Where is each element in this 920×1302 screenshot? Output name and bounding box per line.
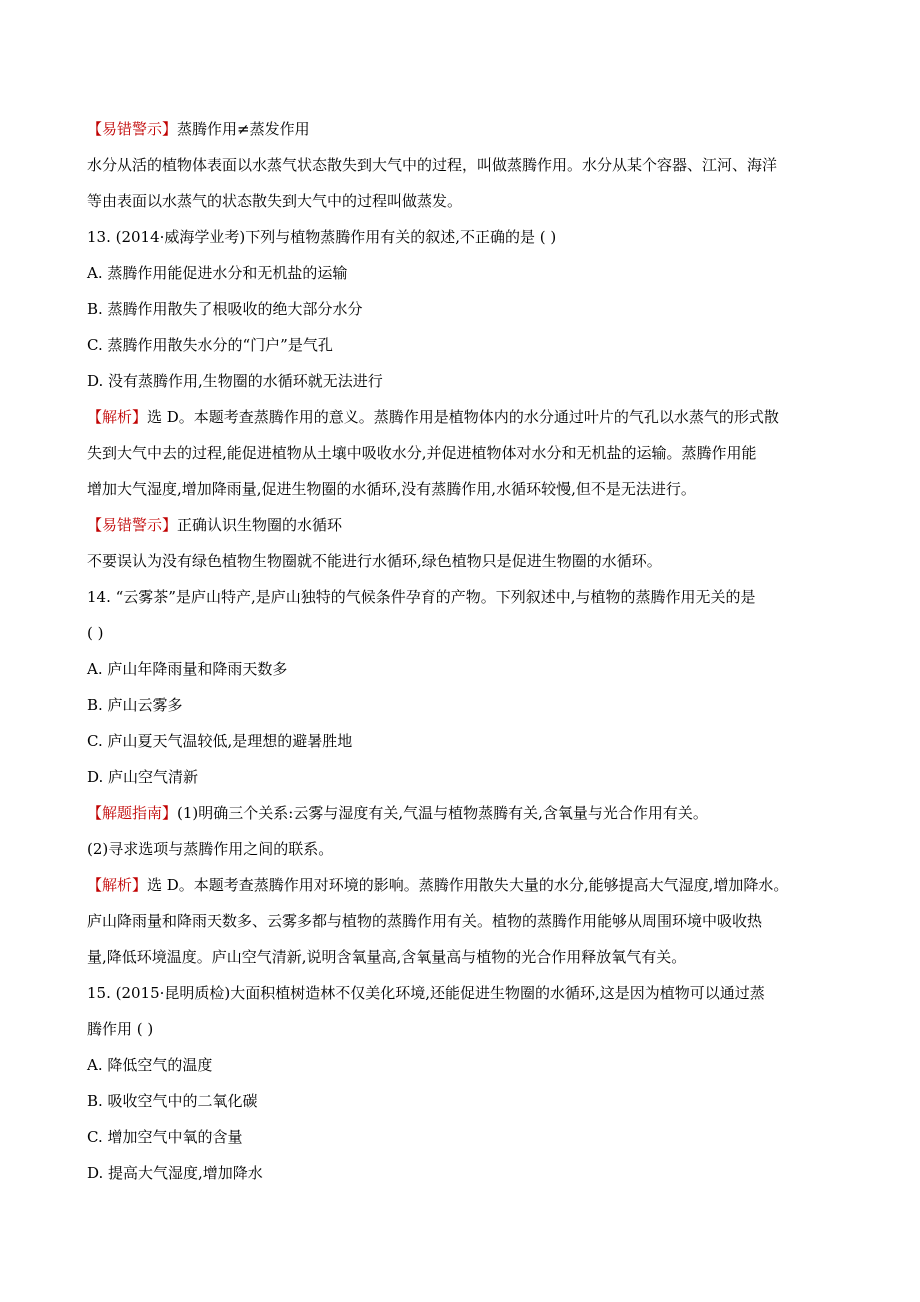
question-14-analysis-line-3: 量,降低环境温度。庐山空气清新,说明含氧量高,含氧量高与植物的光合作用释放氧气有关。 [87,948,687,966]
question-14-option-b: B. 庐山云雾多 [87,696,183,714]
question-14-option-d: D. 庐山空气清新 [87,768,199,786]
question-15-stem-line-1: 15. (2015·昆明质检)大面积植树造林不仅美化环境,还能促进生物圈的水循环,这是因为植物可以通过蒸 [87,984,765,1002]
question-15-stem-line-2: 腾作用 ( ) [87,1020,154,1038]
question-13-stem: 13. (2014·威海学业考)下列与植物蒸腾作用有关的叙述,不正确的是 ( ) [87,228,557,246]
question-13-option-b: B. 蒸腾作用散失了根吸收的绝大部分水分 [87,300,363,318]
warning-2-line-1: 不要误认为没有绿色植物生物圈就不能进行水循环,绿色植物只是促进生物圈的水循环。 [87,552,662,570]
question-14-stem-line-1: 14. “云雾茶”是庐山特产,是庐山独特的气候条件孕育的产物。下列叙述中,与植物的蒸腾作用无关的是 [87,588,756,606]
question-13-analysis-line-2: 失到大气中去的过程,能促进植物从土壤中吸收水分,并促进植物体对水分和无机盐的运输。蒸腾作用能 [87,444,757,462]
question-14-guide-line-1 [87,802,847,824]
warning-title: 蒸腾作用≠蒸发作用 [177,120,310,138]
warning-1-line-2: 等由表面以水蒸气的状态散失到大气中的过程叫做蒸发。 [87,192,463,210]
analysis-text: 选 D。本题考查蒸腾作用的意义。蒸腾作用是植物体内的水分通过叶片的气孔以水蒸气的形式散 [147,408,779,426]
warning-title: 正确认识生物圈的水循环 [177,516,343,534]
question-15-option-c: C. 增加空气中氧的含量 [87,1128,243,1146]
question-14-analysis-line-1 [87,874,847,896]
question-13-option-c: C. 蒸腾作用散失水分的“门户”是气孔 [87,336,333,354]
question-14-option-a: A. 庐山年降雨量和降雨天数多 [87,660,288,678]
question-13-option-a: A. 蒸腾作用能促进水分和无机盐的运输 [87,264,348,282]
question-15-option-d: D. 提高大气湿度,增加降水 [87,1164,263,1182]
warning-2-header [87,514,847,536]
question-13-analysis-line-3: 增加大气湿度,增加降雨量,促进生物圈的水循环,没有蒸腾作用,水循环较慢,但不是无法进行。 [87,480,696,498]
analysis-tag: 【解析】 [87,408,148,426]
warning-1-line-1: 水分从活的植物体表面以水蒸气状态散失到大气中的过程，叫做蒸腾作用。水分从某个容器、江河、海洋 [87,156,778,174]
question-14-guide-line-2: (2)寻求选项与蒸腾作用之间的联系。 [87,840,334,858]
warning-tag: 【易错警示】 [87,516,178,534]
warning-1-header [87,118,847,140]
question-14-analysis-line-2: 庐山降雨量和降雨天数多、云雾多都与植物的蒸腾作用有关。植物的蒸腾作用能够从周围环境中吸收热 [87,912,763,930]
question-14-option-c: C. 庐山夏天气温较低,是理想的避暑胜地 [87,732,353,750]
warning-tag: 【易错警示】 [87,120,178,138]
guide-text: (1)明确三个关系:云雾与湿度有关,气温与植物蒸腾有关,含氧量与光合作用有关。 [177,804,708,822]
analysis-text: 选 D。本题考查蒸腾作用对环境的影响。蒸腾作用散失大量的水分,能够提高大气湿度,增加降水。 [147,876,789,894]
question-15-option-b: B. 吸收空气中的二氧化碳 [87,1092,258,1110]
guide-tag: 【解题指南】 [87,804,178,822]
question-14-stem-line-2: ( ) [87,624,104,642]
question-13-option-d: D. 没有蒸腾作用,生物圈的水循环就无法进行 [87,372,383,390]
analysis-tag: 【解析】 [87,876,148,894]
question-15-option-a: A. 降低空气的温度 [87,1056,213,1074]
question-13-analysis-line-1 [87,406,847,428]
